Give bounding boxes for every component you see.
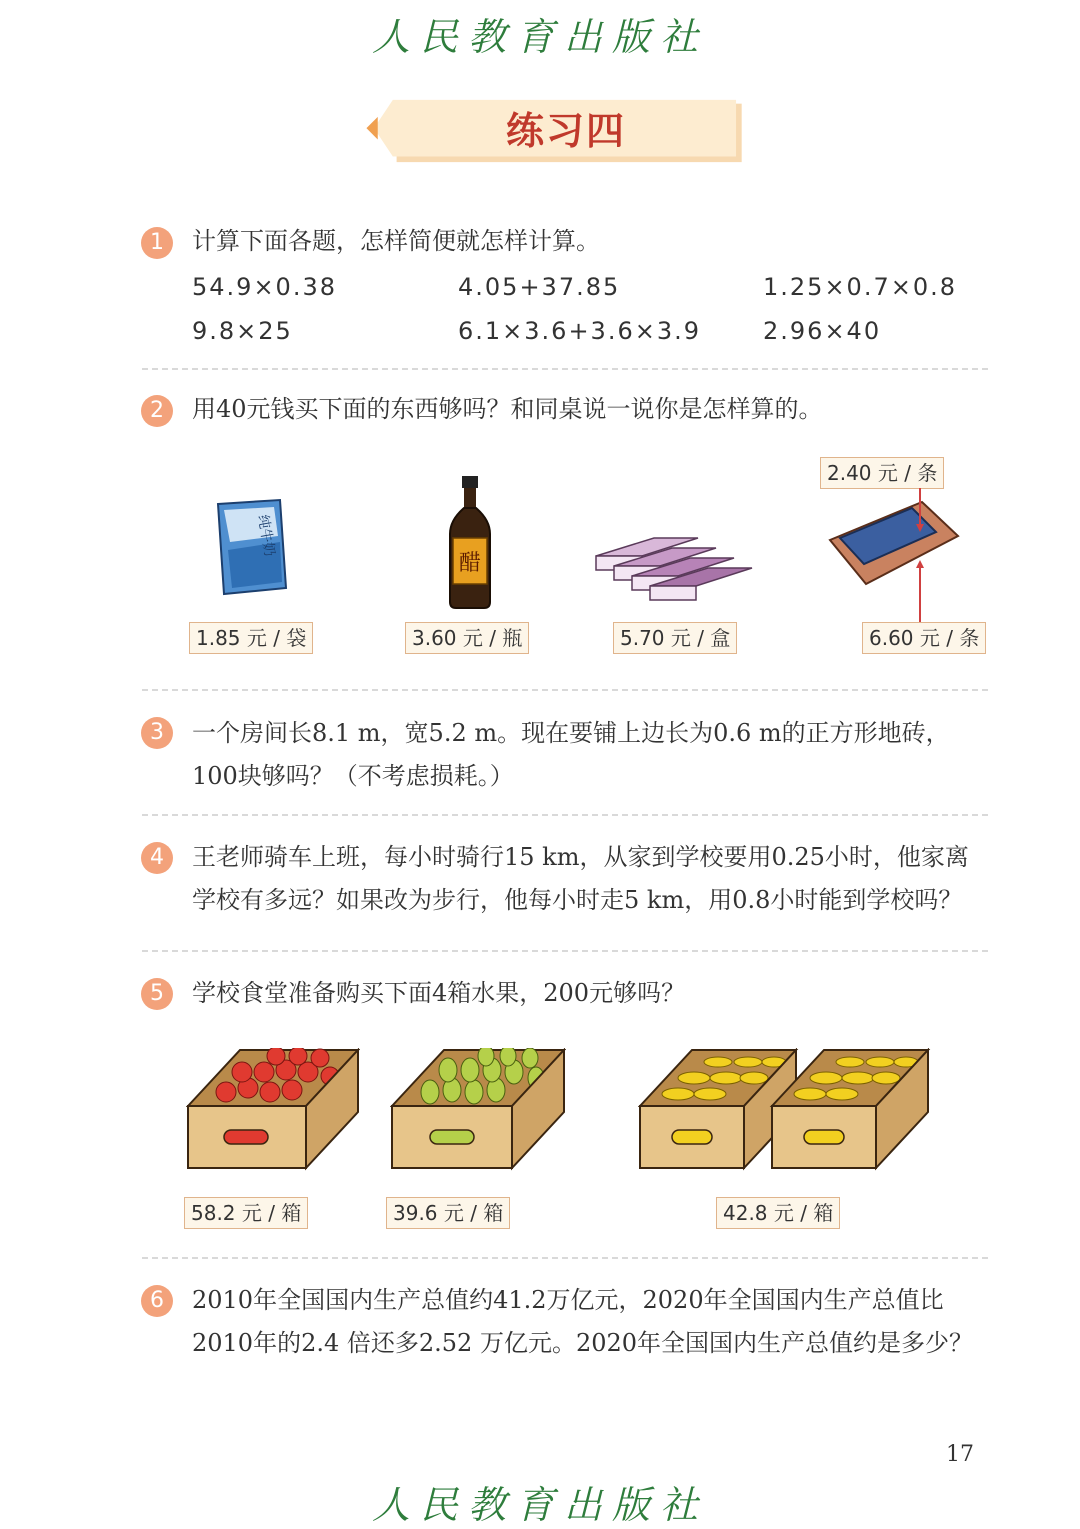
question-number-6: 6 — [141, 1285, 173, 1317]
question-number-4: 4 — [141, 842, 173, 874]
milk-bag-label: 纯牛奶 — [254, 513, 278, 558]
price-tag-pears: 39.6 元 / 箱 — [386, 1197, 510, 1229]
question-number-1: 1 — [141, 227, 173, 259]
section-divider — [142, 368, 988, 370]
vinegar-bottle-image — [444, 474, 496, 610]
price-tag-vinegar: 3.60 元 / 瓶 — [405, 622, 529, 654]
question-3-line-2: 100块够吗？（不考虑损耗。） — [192, 762, 514, 790]
question-number-5: 5 — [141, 978, 173, 1010]
price-tag-bananas: 42.8 元 / 箱 — [716, 1197, 840, 1229]
page-number: 17 — [946, 1442, 974, 1467]
question-4-line-2: 学校有多远？如果改为步行，他每小时走5 km，用0.8小时能到学校吗？ — [192, 886, 963, 914]
question-6-line-2: 2010年的2.4 倍还多2.52 万亿元。2020年全国国内生产总值约是多少？ — [192, 1329, 974, 1357]
expression: 4.05+37.85 — [458, 273, 621, 301]
price-tag-apples: 58.2 元 / 箱 — [184, 1197, 308, 1229]
price-tag-toothpaste: 5.70 元 / 盒 — [613, 622, 737, 654]
pear-box-image — [390, 1048, 566, 1172]
page-title: 练习四 — [505, 108, 626, 153]
question-4-line-1: 王老师骑车上班，每小时骑行15 km，从家到学校要用0.25小时，他家离 — [192, 843, 969, 871]
vinegar-label: 醋 — [458, 551, 482, 576]
price-tag-blue-towel: 2.40 元 / 条 — [820, 457, 944, 489]
towels-image — [826, 488, 966, 628]
question-number-3: 3 — [141, 717, 173, 749]
question-5-text: 学校食堂准备购买下面4箱水果，200元够吗？ — [192, 979, 686, 1007]
section-divider — [142, 950, 988, 952]
section-divider — [142, 814, 988, 816]
question-number-2: 2 — [141, 395, 173, 427]
banana-boxes-image — [638, 1048, 932, 1172]
expression: 6.1×3.6+3.6×3.9 — [458, 317, 701, 345]
publisher-header: 人民教育出版社 — [371, 15, 708, 59]
expression: 1.25×0.7×0.8 — [763, 273, 957, 301]
question-2-text: 用40元钱买下面的东西够吗？和同桌说一说你是怎样算的。 — [192, 395, 823, 423]
price-tag-brown-towel: 6.60 元 / 条 — [862, 622, 986, 654]
apple-box-image — [186, 1048, 360, 1172]
section-divider — [142, 689, 988, 691]
price-tag-milk: 1.85 元 / 袋 — [189, 622, 313, 654]
question-6-line-1: 2010年全国国内生产总值约41.2万亿元，2020年全国国内生产总值比 — [192, 1286, 944, 1314]
question-1-text: 计算下面各题，怎样简便就怎样计算。 — [192, 227, 600, 255]
question-3-line-1: 一个房间长8.1 m，宽5.2 m。现在要铺上边长为0.6 m的正方形地砖， — [192, 719, 950, 747]
section-divider — [142, 1257, 988, 1259]
publisher-footer: 人民教育出版社 — [371, 1483, 708, 1527]
expression: 54.9×0.38 — [192, 273, 337, 301]
milk-bag-image — [210, 498, 290, 598]
expression: 2.96×40 — [763, 317, 882, 345]
expression: 9.8×25 — [192, 317, 293, 345]
toothpaste-boxes-image — [594, 530, 754, 602]
